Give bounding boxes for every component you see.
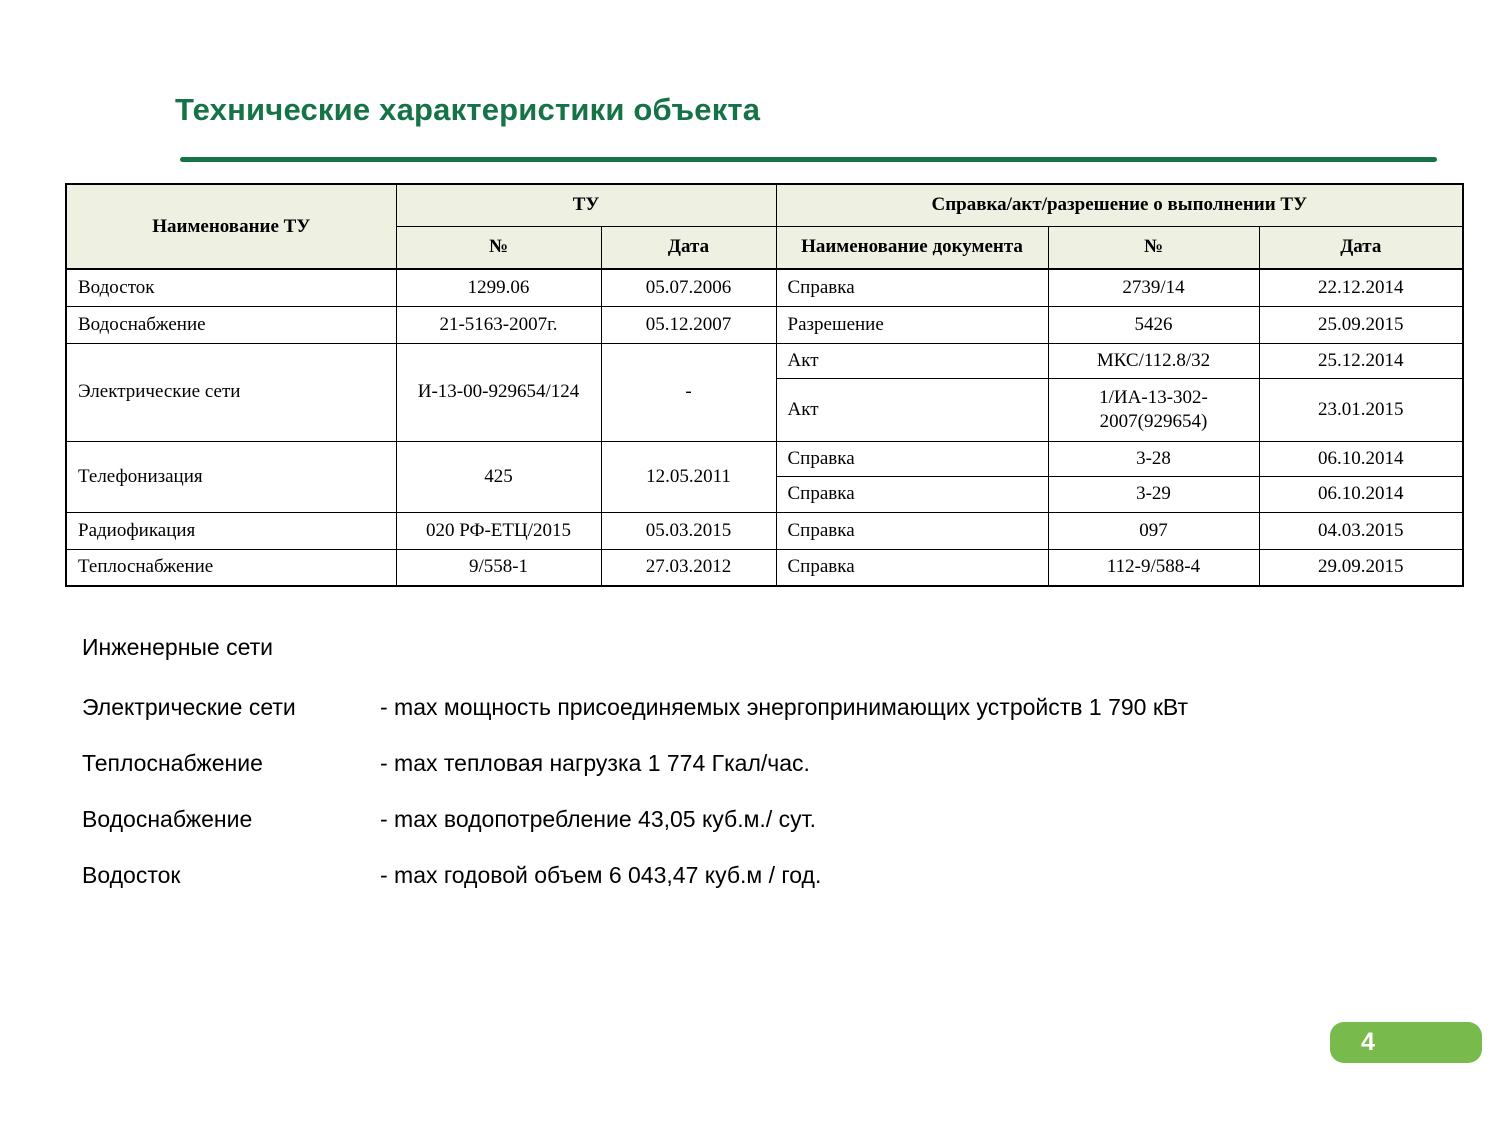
header-group-doc: Справка/акт/разрешение о выполнении ТУ (776, 184, 1463, 226)
doc-no-cell: 1/ИА-13-302-2007(929654) (1048, 378, 1259, 441)
header-doc-name: Наименование документа (776, 226, 1048, 269)
table-row (66, 269, 1463, 306)
doc-no-cell: 3-29 (1048, 476, 1259, 512)
doc-name-cell: Справка (776, 549, 1048, 586)
tu-date-cell: 05.12.2007 (601, 306, 776, 343)
tu-name-cell: Водоснабжение (66, 306, 396, 343)
header-name-tu: Наименование ТУ (66, 184, 396, 269)
tu-date-cell: - (601, 343, 776, 441)
tu-date-cell: 12.05.2011 (601, 441, 776, 512)
network-description: - max тепловая нагрузка 1 774 Гкал/час. (380, 750, 810, 776)
doc-no-cell: 112-9/588-4 (1048, 549, 1259, 586)
doc-no-cell: 2739/14 (1048, 269, 1259, 306)
table-row (66, 512, 1463, 549)
page-number: 4 (1361, 1028, 1375, 1056)
page-title: Технические характеристики объекта (175, 92, 761, 127)
network-item (82, 862, 1402, 889)
tu-name-cell: Радиофикация (66, 512, 396, 549)
doc-name-cell: Справка (776, 476, 1048, 512)
tu-date-cell: 05.03.2015 (601, 512, 776, 549)
header-doc-date: Дата (1259, 226, 1463, 269)
network-description: - max мощность присоединяемых энергопринимающих устройств 1 790 кВт (380, 694, 1189, 720)
title-underline (180, 157, 1437, 162)
networks-heading: Инженерные сети (82, 634, 274, 660)
header-tu-no: № (396, 226, 601, 269)
table-row (66, 441, 1463, 476)
tu-no-cell: И-13-00-929654/124 (396, 343, 601, 441)
doc-no-cell: 5426 (1048, 306, 1259, 343)
network-label: Водоснабжение (82, 806, 253, 832)
networks-section (82, 634, 1402, 918)
doc-no-cell: МКС/112.8/32 (1048, 343, 1259, 378)
table-row (66, 343, 1463, 378)
tu-no-cell: 21-5163-2007г. (396, 306, 601, 343)
doc-date-cell: 29.09.2015 (1259, 549, 1463, 586)
doc-date-cell: 06.10.2014 (1259, 441, 1463, 476)
tu-date-cell: 27.03.2012 (601, 549, 776, 586)
doc-name-cell: Акт (776, 343, 1048, 378)
doc-date-cell: 22.12.2014 (1259, 269, 1463, 306)
doc-name-cell: Акт (776, 378, 1048, 441)
doc-date-cell: 25.12.2014 (1259, 343, 1463, 378)
network-description: - max годовой объем 6 043,47 куб.м / год. (380, 862, 822, 888)
doc-date-cell: 06.10.2014 (1259, 476, 1463, 512)
tu-no-cell: 020 РФ-ЕТЦ/2015 (396, 512, 601, 549)
tu-no-cell: 9/558-1 (396, 549, 601, 586)
doc-name-cell: Справка (776, 441, 1048, 476)
tu-name-cell: Телефонизация (66, 441, 396, 512)
tu-name-cell: Водосток (66, 269, 396, 306)
network-label: Теплоснабжение (82, 750, 263, 776)
tu-no-cell: 1299.06 (396, 269, 601, 306)
network-item (82, 694, 1402, 721)
network-label: Электрические сети (82, 694, 296, 720)
table-row (66, 549, 1463, 586)
tu-name-cell: Теплоснабжение (66, 549, 396, 586)
header-doc-no: № (1048, 226, 1259, 269)
tu-name-cell: Электрические сети (66, 343, 396, 441)
network-description: - max водопотребление 43,05 куб.м./ сут. (380, 806, 816, 832)
network-item (82, 806, 1402, 833)
doc-name-cell: Справка (776, 269, 1048, 306)
tu-date-cell: 05.07.2006 (601, 269, 776, 306)
doc-date-cell: 04.03.2015 (1259, 512, 1463, 549)
doc-name-cell: Разрешение (776, 306, 1048, 343)
page-number-badge (1330, 1022, 1482, 1063)
header-tu-date: Дата (601, 226, 776, 269)
doc-date-cell: 25.09.2015 (1259, 306, 1463, 343)
tu-no-cell: 425 (396, 441, 601, 512)
tu-table (65, 183, 1464, 587)
table-header-row-groups (66, 184, 1463, 226)
network-item (82, 750, 1402, 777)
network-label: Водосток (82, 862, 181, 888)
doc-no-cell: 097 (1048, 512, 1259, 549)
doc-date-cell: 23.01.2015 (1259, 378, 1463, 441)
doc-name-cell: Справка (776, 512, 1048, 549)
doc-no-cell: 3-28 (1048, 441, 1259, 476)
header-group-tu: ТУ (396, 184, 776, 226)
table-row (66, 306, 1463, 343)
